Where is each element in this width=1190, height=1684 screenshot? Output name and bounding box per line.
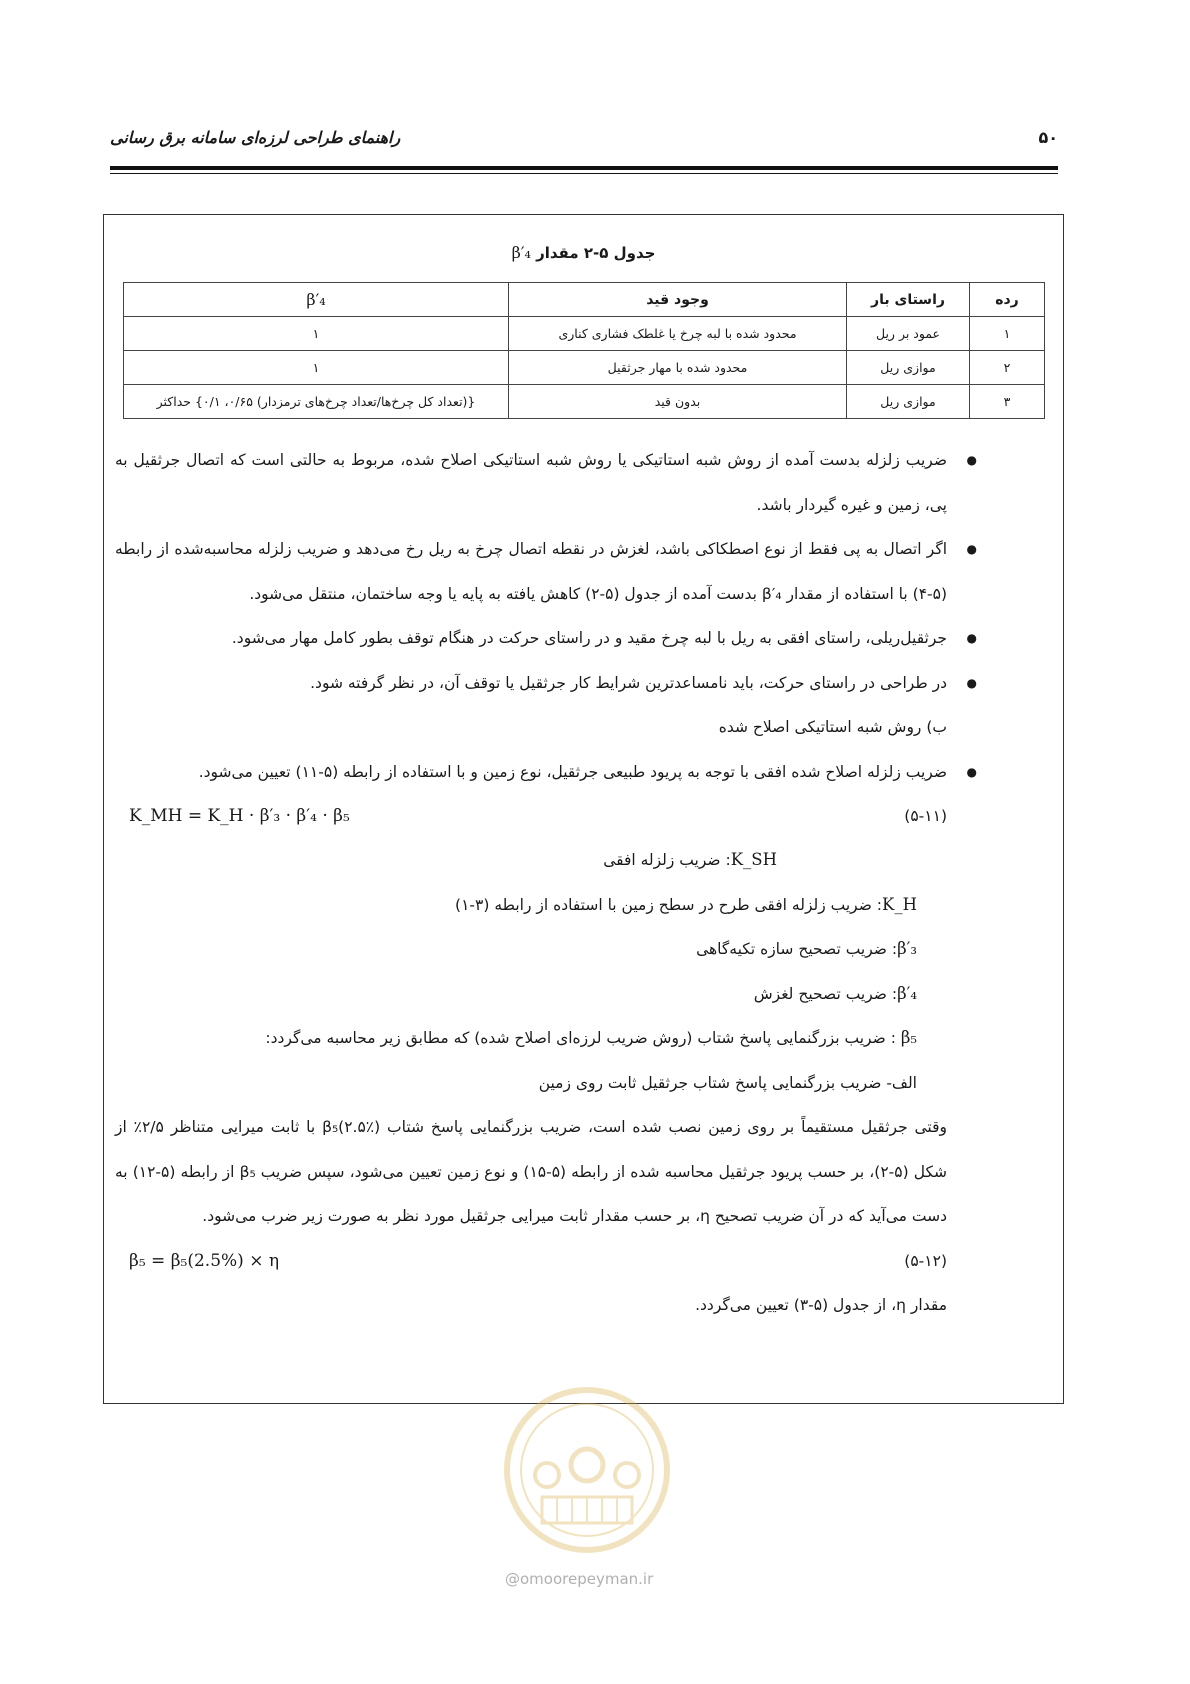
col-header-direction: راستای بار <box>847 283 970 317</box>
definition-kh: K_H: ضریب زلزله افقی طرح در سطح زمین با استفاده از رابطه (۳-۱) <box>455 894 917 914</box>
cell-no: ۲ <box>970 351 1045 385</box>
table-row <box>124 351 1045 385</box>
definition-beta4: β′₄: ضریب تصحیح لغزش <box>753 983 917 1003</box>
table-header-row <box>124 283 1045 317</box>
definition-ksh: K_SH: ضریب زلزله افقی <box>603 850 777 869</box>
closing-line: مقدار η، از جدول (۵-۳) تعیین می‌گردد. <box>695 1295 947 1314</box>
col-header-restraint: وجود قید <box>509 283 847 317</box>
table-row <box>124 385 1045 419</box>
equation-number: (۵-۱۲) <box>904 1251 947 1270</box>
cell-restraint: بدون قید <box>509 385 847 419</box>
cell-value: {(تعداد کل چرخ‌ها/تعداد چرخ‌های ترمزدار) ۰/۶۵، ۰/۱} حداکثر <box>124 385 509 419</box>
definition-beta5: β₅ : ضریب بزرگنمایی پاسخ شتاب (روش ضریب لرزه‌ای اصلاح شده) که مطابق زیر محاسبه می‌گردد: <box>265 1028 917 1047</box>
table-caption-text: جدول ۵-۲ مقدار <box>536 244 656 262</box>
list-item: ● ضریب زلزله بدست آمده از روش شبه استاتیکی یا روش شبه استاتیکی اصلاح شده، مربوط به حالتی است که اتصال جرثقیل به پی، زمین و غیره گیردار باشد. <box>115 438 947 527</box>
list-item: ● در طراحی در راستای حرکت، باید نامساعدترین شرایط کار جرثقیل یا توقف آن، در نظر گرفته شود. <box>115 661 947 706</box>
page-number: ۵۰ <box>1038 128 1058 147</box>
cell-restraint: محدود شده با مهار جرثقیل <box>509 351 847 385</box>
list-item: ● اگر اتصال به پی فقط از نوع اصطکاکی باشد، لغزش در نقطه اتصال چرخ به ریل رخ می‌دهد و ضریب زلزله محاسبه‌شده از رابطه (۵-۴) با استفاده از مقدار β′₄ بدست آمده از جدول (۵-۲) کاهش یافته به پایه یا وجه ساختمان، منتقل می‌شود. <box>115 527 947 616</box>
subheading-alef: الف- ضریب بزرگنمایی پاسخ شتاب جرثقیل ثابت روی زمین <box>538 1073 917 1092</box>
cell-direction: موازی ریل <box>847 385 970 419</box>
bullet-icon: ● <box>966 631 977 645</box>
subheading-b: ب) روش شبه استاتیکی اصلاح شده <box>718 718 947 736</box>
equation-number: (۵-۱۱) <box>904 807 947 825</box>
watermark-seal-icon <box>502 1385 672 1555</box>
running-title: راهنمای طراحی لرزه‌ای سامانه برق رسانی <box>110 128 401 147</box>
definition-beta3: β′₃: ضریب تصحیح سازه تکیه‌گاهی <box>696 939 917 958</box>
page-header <box>110 128 1058 158</box>
equation-5-11 <box>115 794 947 838</box>
table-row <box>124 317 1045 351</box>
col-header-beta: β′₄ <box>124 283 509 317</box>
list-item: ● جرثقیل‌ریلی، راستای افقی به ریل با لبه چرخ مقید و در راستای حرکت در هنگام توقف بطور کامل مهار می‌شود. <box>115 616 947 661</box>
body-text <box>115 438 977 1327</box>
table-caption <box>103 243 1064 262</box>
bullet-icon: ● <box>966 542 977 556</box>
cell-no: ۳ <box>970 385 1045 419</box>
cell-restraint: محدود شده با لبه چرخ یا غلطک فشاری کناری <box>509 317 847 351</box>
header-rule-thin <box>110 173 1058 174</box>
cell-value: ۱ <box>124 317 509 351</box>
equation-formula: β₅ = β₅(2.5%) × η <box>129 1250 280 1271</box>
beta4-table <box>123 282 1045 419</box>
cell-direction: موازی ریل <box>847 351 970 385</box>
table-caption-symbol: β′₄ <box>511 243 531 262</box>
bullet-list <box>115 438 977 705</box>
watermark-url: @omoorepeyman.ir <box>505 1570 654 1588</box>
list-item: ● ضریب زلزله اصلاح شده افقی با توجه به پریود طبیعی جرثقیل، نوع زمین و با استفاده از رابطه (۵-۱۱) تعیین می‌شود. <box>115 750 947 795</box>
bullet-icon: ● <box>966 675 977 690</box>
equation-formula: K_MH = K_H · β′₃ · β′₄ · β₅ <box>129 806 350 826</box>
equation-5-12 <box>115 1239 947 1283</box>
cell-value: ۱ <box>124 351 509 385</box>
cell-no: ۱ <box>970 317 1045 351</box>
cell-direction: عمود بر ریل <box>847 317 970 351</box>
bullet-icon: ● <box>966 764 977 779</box>
bullet-icon: ● <box>966 453 977 467</box>
paragraph-beta5: وقتی جرثقیل مستقیماً بر روی زمین نصب شده است، ضریب بزرگنمایی پاسخ شتاب β₅(۲.۵٪) با ثابت میرایی متناظر ۲/۵٪ از شکل (۵-۲)، بر حسب پریود جرثقیل محاسبه شده از رابطه (۵-۱۵) و نوع زمین تعیین می‌شود، سپس ضریب β₅ از رابطه (۵-۱۲) به دست می‌آید که در آن ضریب تصحیح η، بر حسب مقدار ثابت میرایی جرثقیل مورد نظر به صورت زیر ضرب می‌شود. <box>115 1118 948 1225</box>
header-rule-thick <box>110 166 1058 170</box>
col-header-row-no: رده <box>970 283 1045 317</box>
